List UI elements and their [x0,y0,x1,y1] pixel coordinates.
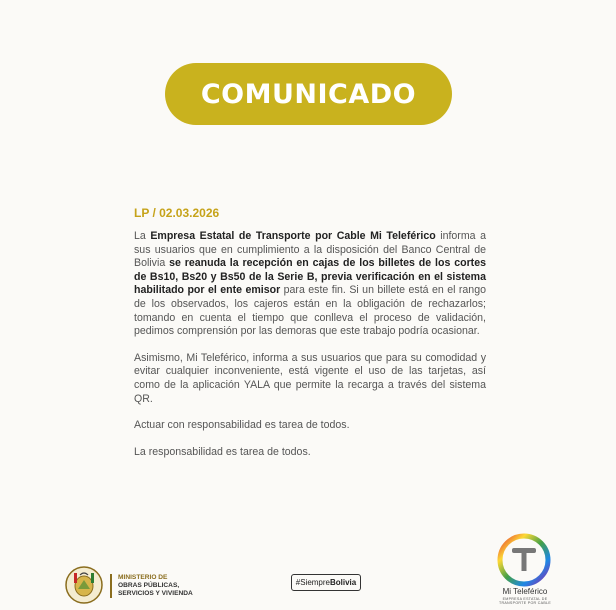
ministry-label [110,574,208,598]
hashtag-badge [291,574,361,591]
p1-bold-b: se reanuda la recepción en cajas de los billetes de los cortes de Bs10, Bs20 y Bs50 de la Serie B, previa verificación en el sistema habilitado por el ente emisor [134,257,486,297]
page-title: COMUNICADO [200,78,417,110]
p1-text-b: informa a sus usuarios que en cumplimiento a la disposición del Banco Central de Bolivia [134,230,486,270]
hashtag-bold: Bolivia [330,578,357,587]
ministry-line-2: OBRAS PÚBLICAS, [118,582,180,589]
p1-bold-a: Empresa Estatal de Transporte por Cable Mi Teleférico [150,230,436,242]
ministry-line-3: SERVICIOS Y VIVIENDA [118,590,193,597]
bolivia-seal-icon [64,565,104,605]
logo-subtitle: EMPRESA ESTATAL DE TRANSPORTE POR CABLE [498,597,552,605]
paragraph-3: Actuar con responsabilidad es tarea de todos. [134,419,350,432]
logo-name: Mi Teleférico [502,587,548,596]
hashtag-prefix: #Siempre [295,578,330,587]
title-banner [165,63,452,125]
communique-body [134,230,486,472]
paragraph-2: Asimismo, Mi Teleférico, informa a sus usuarios que para su comodidad y evitar cualquier inconveniente, está vigente el uso de las tarjetas, así como de la aplicación YALA que permite la recarga a través del sistema QR. [134,351,486,405]
date-line: LP / 02.03.2026 [134,206,220,220]
paragraph-4: La responsabilidad es tarea de todos. [134,445,311,458]
p1-text-c: para este fin. Si un billete está en el rango de los observados, los cajeros están en la obligación de rechazarlos; tomando en cuenta el tiempo que conlleva el proceso de validación, pedimos comprensión por las demoras que este trabajo podría ocasionar. [134,284,486,338]
p1-text-a: La [134,230,151,242]
ministry-line-1: MINISTERIO DE [118,574,168,581]
paragraph-1 [134,230,486,339]
